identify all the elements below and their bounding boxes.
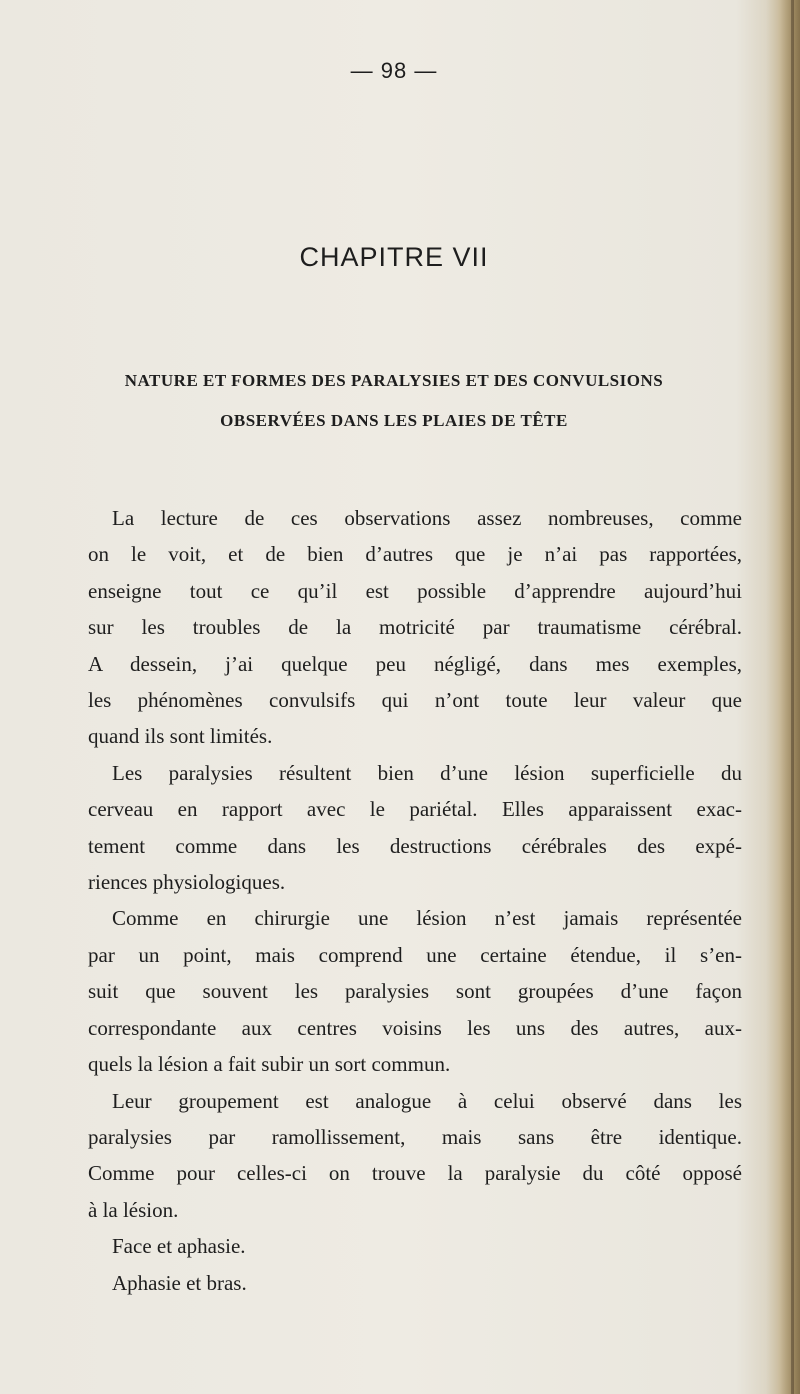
paragraph-line: par un point, mais comprend une certaine étendue, il s’en-	[88, 942, 742, 967]
paragraph-line: cerveau en rapport avec le pariétal. Elles apparaissent exac-	[88, 797, 742, 822]
chapter-subtitle-line-1: NATURE ET FORMES DES PARALYSIES ET DES CONVULSIONS	[124, 371, 664, 390]
paragraph-line: à la lésion.	[88, 1197, 179, 1222]
paragraph-line: Comme pour celles-ci on trouve la paralysie du côté opposé	[88, 1161, 742, 1186]
paragraph-line: correspondante aux centres voisins les uns des autres, aux-	[88, 1015, 742, 1040]
paragraph-line: Aphasie et bras.	[112, 1270, 247, 1295]
paragraph-line: Les paralysies résultent bien d’une lésion superficielle du	[112, 760, 742, 785]
chapter-title: CHAPITRE VII	[299, 242, 489, 272]
paragraph-line: sur les troubles de la motricité par traumatisme cérébral.	[88, 615, 742, 640]
paragraph-line: La lecture de ces observations assez nombreuses, comme	[112, 506, 742, 530]
paragraph-line: les phénomènes convulsifs qui n’ont toute leur valeur que	[88, 688, 742, 713]
paragraph-line: quels la lésion a fait subir un sort commun.	[88, 1052, 451, 1077]
paragraph-line: paralysies par ramollissement, mais sans être identique.	[88, 1124, 742, 1149]
paragraph-line: Comme en chirurgie une lésion n’est jamais représentée	[112, 906, 742, 931]
paragraph-line: Face et aphasie.	[112, 1234, 246, 1259]
chapter-subtitle-line-2: OBSERVÉES DANS LES PLAIES DE TÊTE	[220, 411, 568, 430]
paragraph-line: quand ils sont limités.	[88, 724, 273, 749]
paragraph-line: Leur groupement est analogue à celui observé dans les	[112, 1088, 742, 1113]
paragraph-line: riences physiologiques.	[88, 870, 286, 895]
paragraph-line: tement comme dans les destructions cérébrales des expé-	[88, 833, 742, 858]
paragraph-line: suit que souvent les paralysies sont groupées d’une façon	[88, 979, 742, 1004]
paragraph-line: A dessein, j’ai quelque peu négligé, dans mes exemples,	[88, 651, 742, 676]
paragraph-line: enseigne tout ce qu’il est possible d’apprendre aujourd’hui	[88, 578, 742, 603]
page-binding-edge	[766, 0, 800, 1394]
paragraph-line: on le voit, et de bien d’autres que je n’ai pas rapportées,	[88, 542, 742, 567]
page-number: — 98 —	[350, 58, 438, 83]
page-edge-shadow	[791, 0, 794, 1394]
body-text	[88, 500, 742, 1301]
